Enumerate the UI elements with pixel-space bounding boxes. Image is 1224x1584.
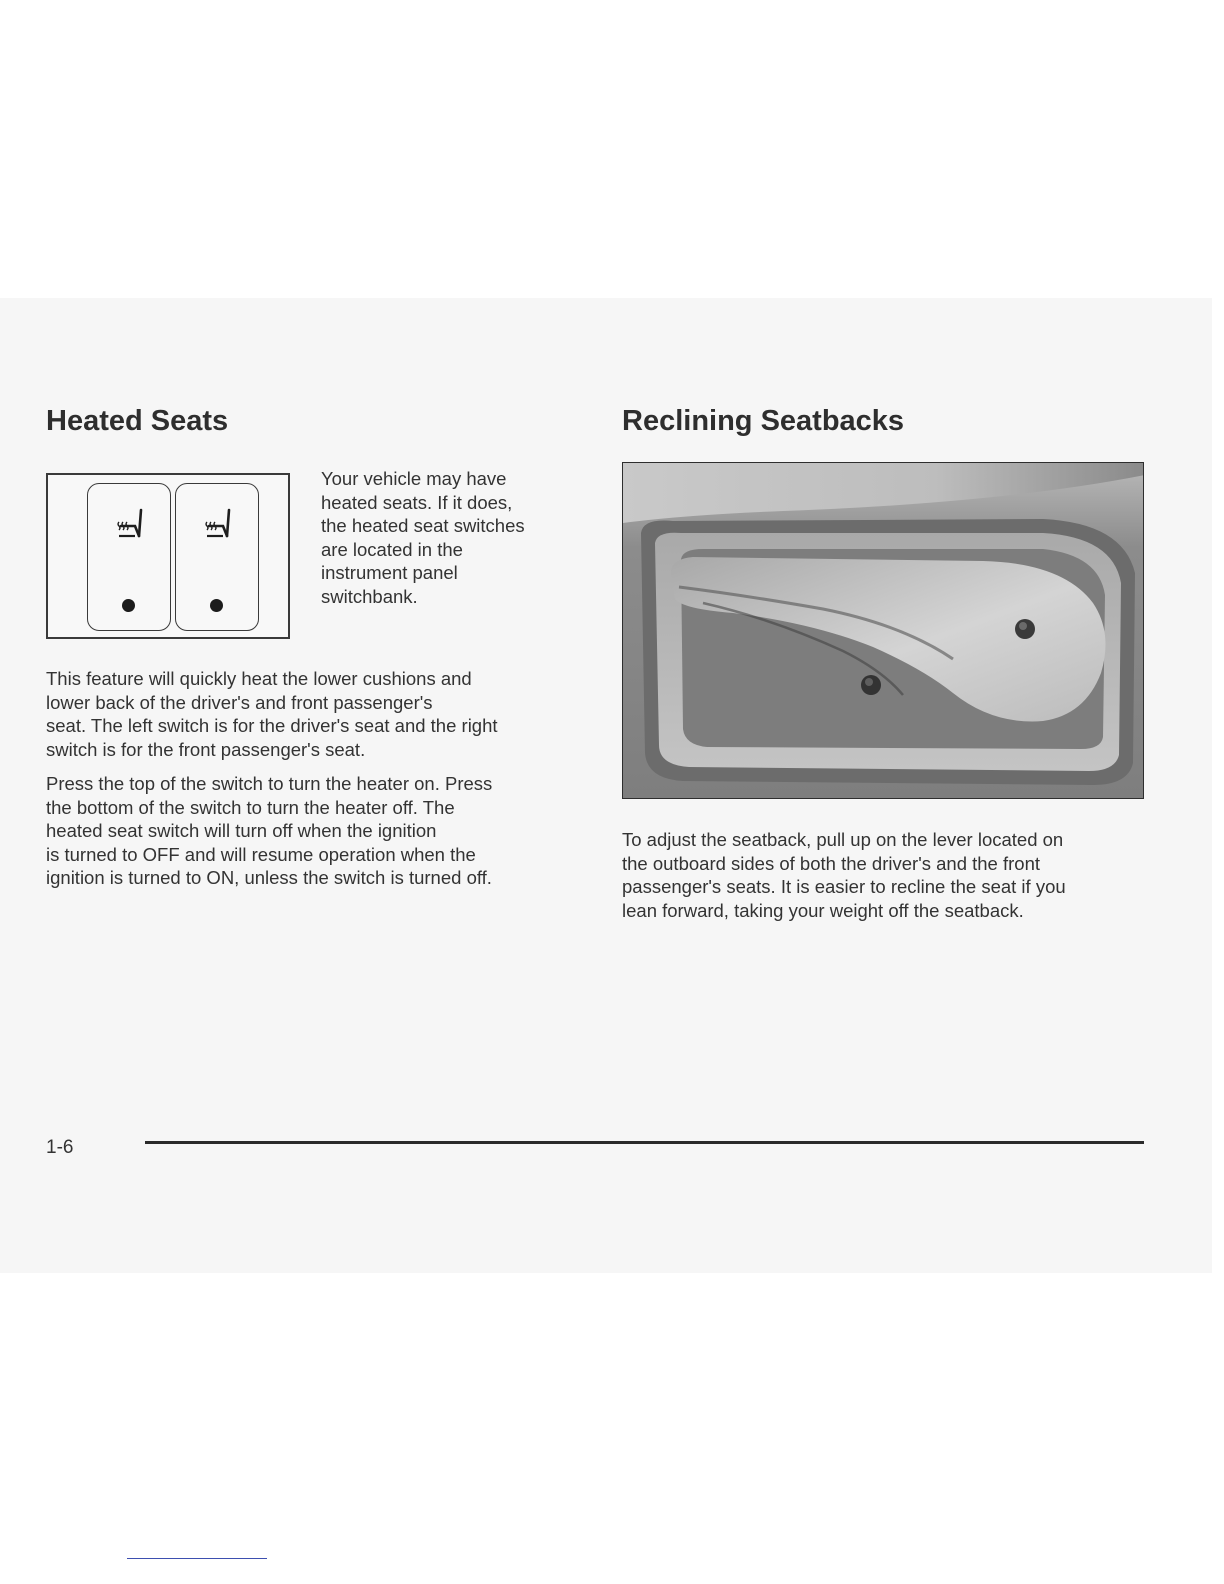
text-line: lower back of the driver's and front passenger's [46, 691, 433, 713]
heated-seat-icon [203, 506, 233, 540]
heated-seats-heading: Heated Seats [46, 405, 229, 437]
text-line: To adjust the seatback, pull up on the lever located on [622, 829, 1064, 850]
page-number: 1-6 [46, 1137, 74, 1158]
text-line: ignition is turned to ON, unless the switch is turned off. [46, 867, 492, 888]
text-line: passenger's seats. It is easier to recline the seat if you [622, 876, 1066, 897]
heated-seat-switches-illustration [46, 473, 290, 639]
heated-seats-paragraph-2 [46, 772, 586, 890]
text-line: seat. The left switch is for the driver's seat and the right [46, 715, 498, 736]
text-line: the heated seat switches [321, 515, 525, 536]
text-line: heated seats. If it does, [321, 491, 513, 513]
reclining-seatbacks-paragraph [622, 828, 1142, 922]
text-line: lean forward, taking your weight off the seatback. [622, 899, 1024, 921]
footer-rule [145, 1141, 1144, 1144]
text-line: switchbank. [321, 585, 418, 607]
heated-seats-intro [321, 467, 571, 608]
heated-seats-paragraph-1 [46, 667, 586, 761]
text-line: Press the top of the switch to turn the heater on. Press [46, 773, 493, 794]
text-line: This feature will quickly heat the lower cushions and [46, 668, 472, 689]
text-line: heated seat switch will turn off when the ignition [46, 820, 437, 841]
text-line: are located in the [321, 538, 463, 560]
driver-heated-seat-switch [87, 483, 171, 631]
bottom-divider [127, 1558, 267, 1559]
heated-seat-icon [115, 506, 145, 540]
text-line: instrument panel [321, 562, 458, 583]
seatback-lever-photo [622, 462, 1144, 799]
text-line: the bottom of the switch to turn the heater off. The [46, 796, 455, 818]
text-line: the outboard sides of both the driver's and the front [622, 852, 1040, 874]
text-line: Your vehicle may have [321, 468, 507, 489]
indicator-light [210, 599, 223, 612]
text-line: switch is for the front passenger's seat. [46, 738, 366, 760]
text-line: is turned to OFF and will resume operation when the [46, 843, 476, 865]
passenger-heated-seat-switch [175, 483, 259, 631]
reclining-seatbacks-heading: Reclining Seatbacks [622, 405, 905, 437]
recline-lever-image [623, 463, 1144, 799]
indicator-light [122, 599, 135, 612]
